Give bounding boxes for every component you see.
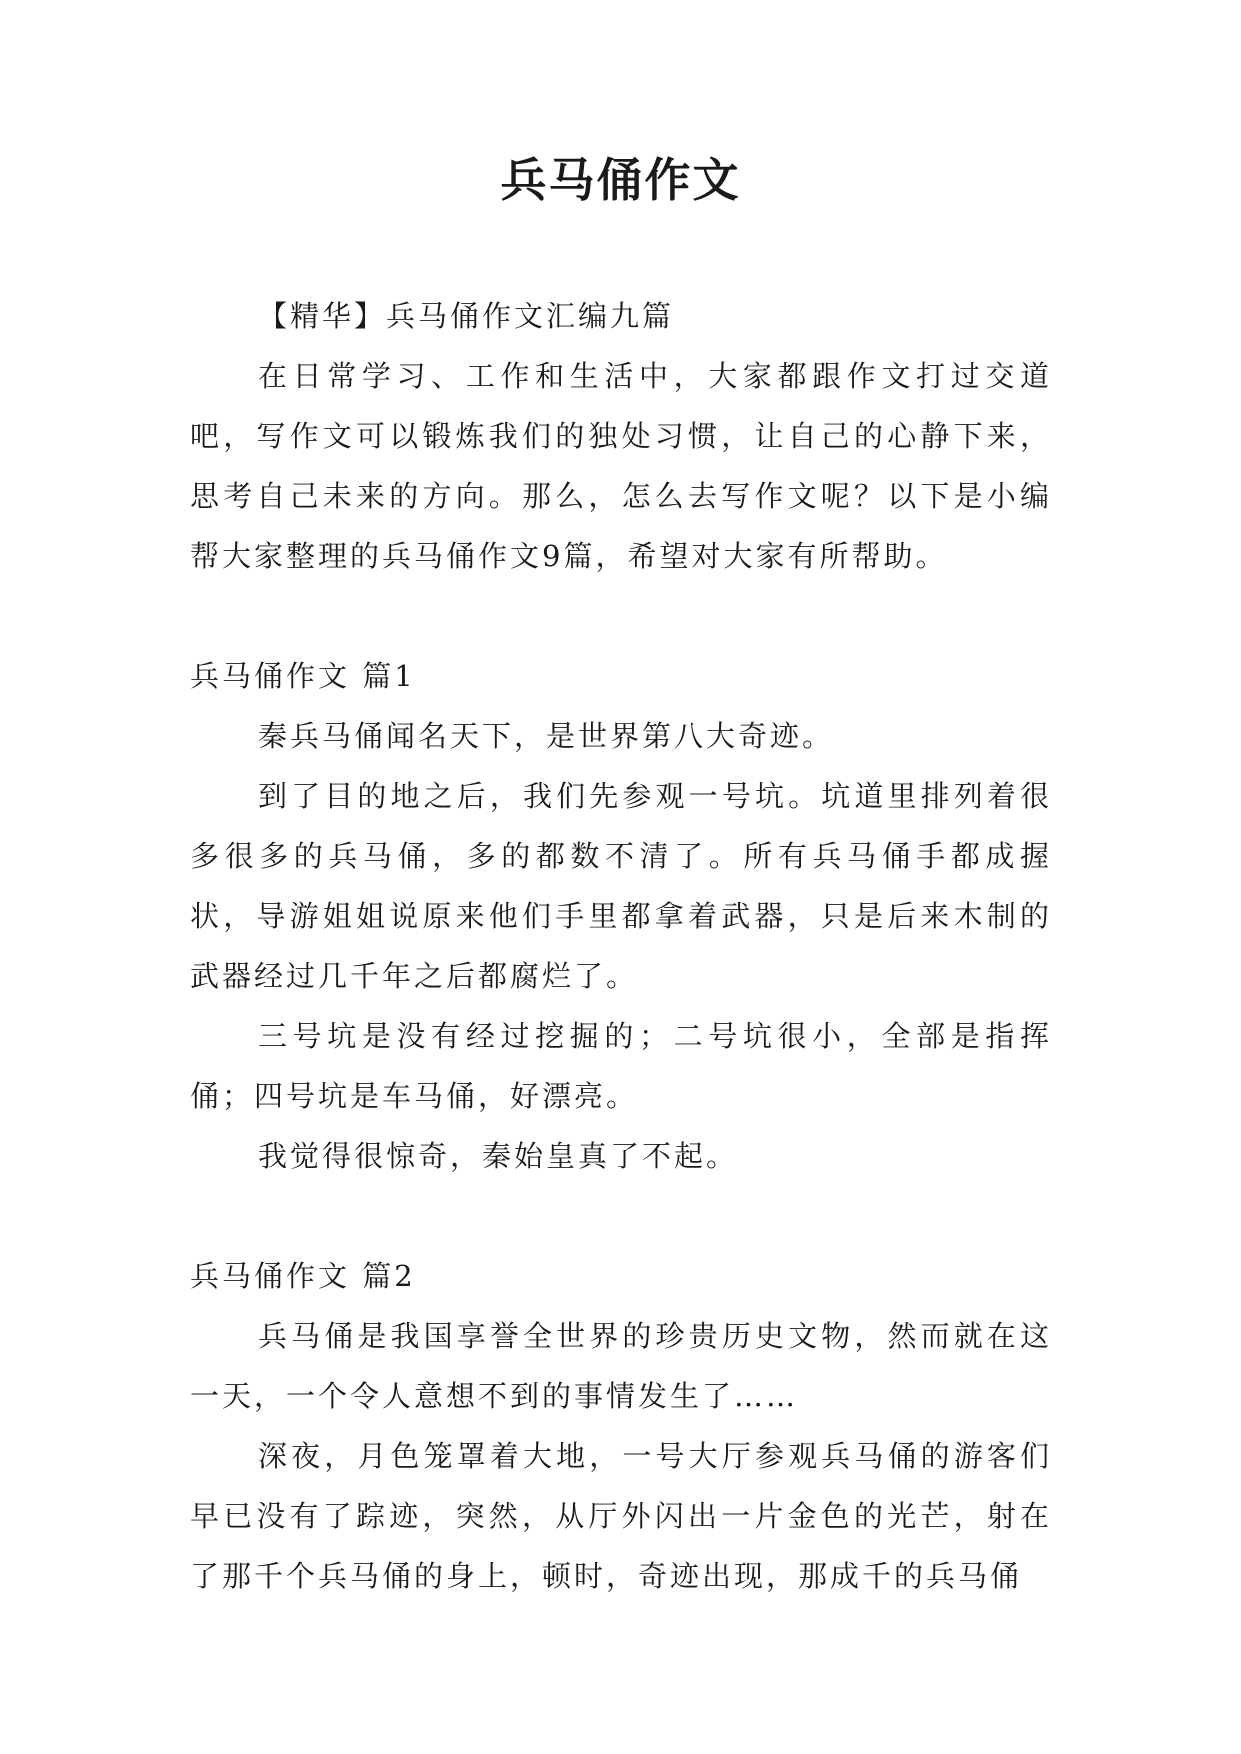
subtitle: 【精华】兵马俑作文汇编九篇 [258, 299, 675, 333]
essay-2 [190, 1246, 1052, 1606]
essay-paragraph: 三号坑是没有经过挖掘的；二号坑很小，全部是指挥俑；四号坑是车马俑，好漂亮。 [190, 1019, 1052, 1113]
intro-paragraph: 在日常学习、工作和生活中，大家都跟作文打过交道吧，写作文可以锻炼我们的独处习惯，让自己的心静下来，思考自己未来的方向。那么，怎么去写作文呢？以下是小编帮大家整理的兵马俑作文9篇，希望对大家有所帮助。 [190, 359, 1052, 573]
essay-heading: 兵马俑作文 篇1 [190, 659, 416, 693]
essay-paragraph: 到了目的地之后，我们先参观一号坑。坑道里排列着很多很多的兵马俑，多的都数不清了。所有兵马俑手都成握状，导游姐姐说原来他们手里都拿着武器，只是后来木制的武器经过几千年之后都腐烂了。 [190, 779, 1052, 993]
document-title: 兵马俑作文 [500, 153, 741, 207]
essay-heading: 兵马俑作文 篇2 [190, 1259, 416, 1293]
essay-paragraph: 秦兵马俑闻名天下，是世界第八大奇迹。 [258, 719, 835, 753]
section-gap [190, 586, 1052, 646]
essay-paragraph: 深夜，月色笼罩着大地，一号大厅参观兵马俑的游客们早已没有了踪迹，突然，从厅外闪出一片金色的光芒，射在了那千个兵马俑的身上，顿时，奇迹出现，那成千的兵马俑 [190, 1439, 1052, 1593]
document-body [190, 286, 1052, 1606]
section-gap [190, 1186, 1052, 1246]
essay-1 [190, 646, 1052, 1186]
essay-paragraph: 我觉得很惊奇，秦始皇真了不起。 [258, 1139, 739, 1173]
essay-paragraph: 兵马俑是我国享誉全世界的珍贵历史文物，然而就在这一天，一个令人意想不到的事情发生了…… [190, 1319, 1052, 1413]
